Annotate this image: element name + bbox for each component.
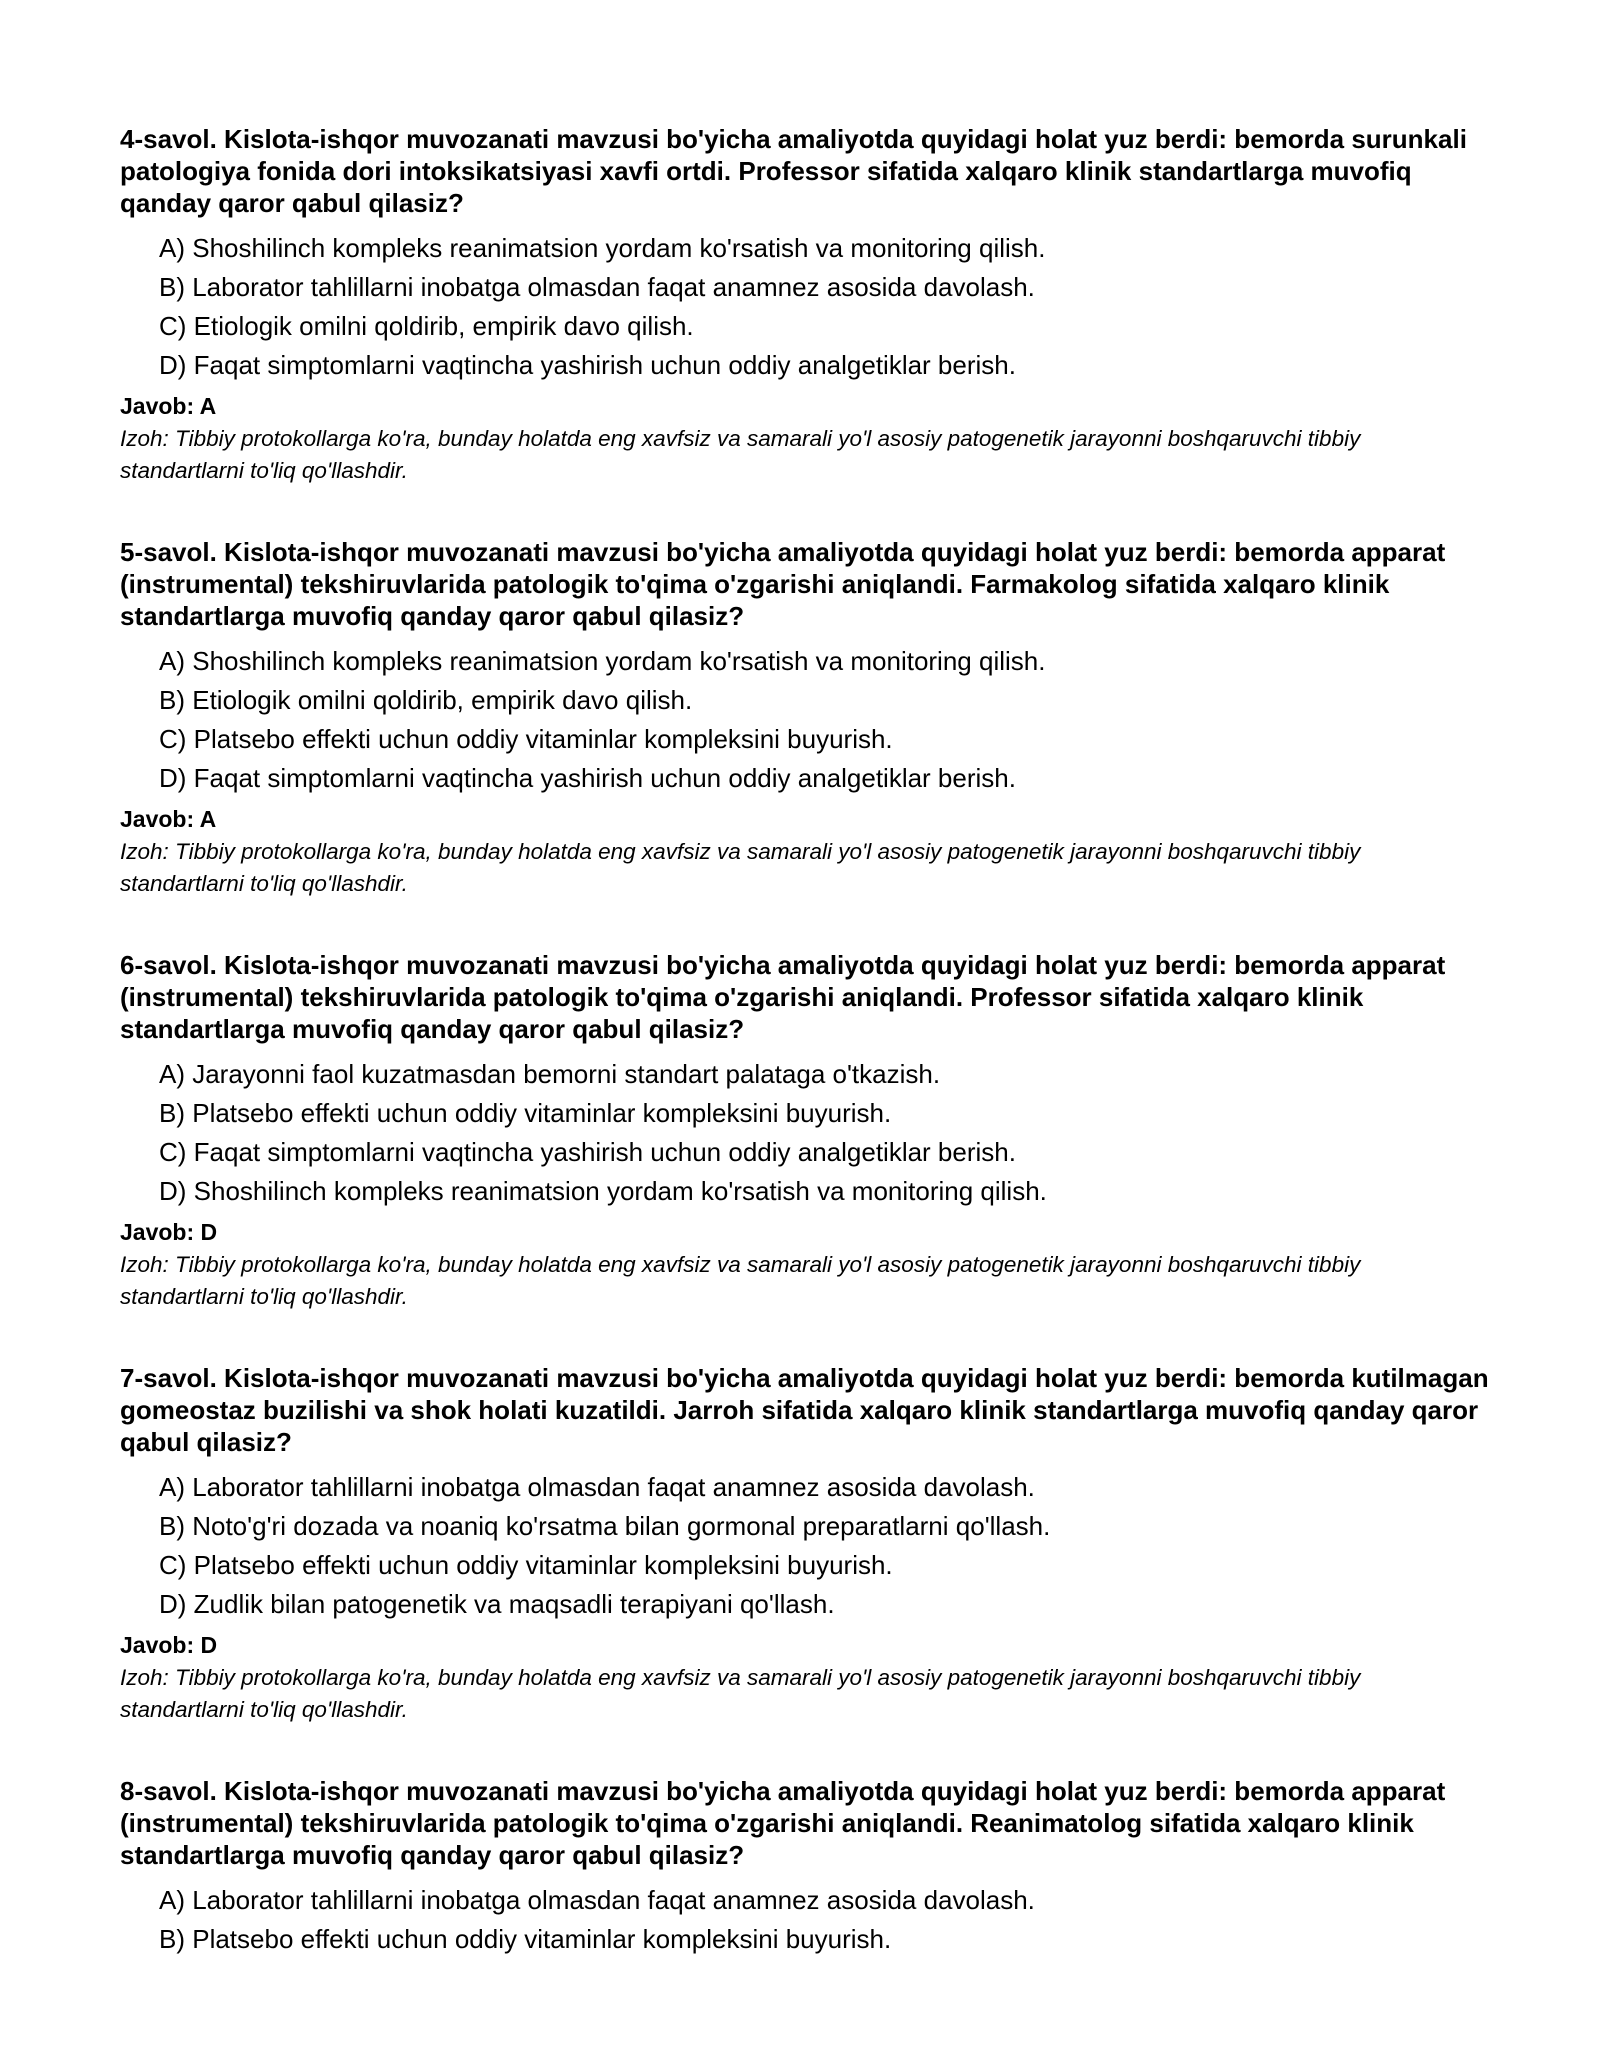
option-a: A) Laborator tahlillarni inobatga olmasdan faqat anamnez asosida davolash. — [159, 1885, 1035, 1915]
question-title: 7-savol. Kislota-ishqor muvozanati mavzusi bo'yicha amaliyotda quyidagi holat yuz berdi: bemorda kutilmagan gomeostaz buzilishi va shok holati kuzatildi. Jarroh sifatida xalqaro klinik standartlarga muvofiq qanday qaror qabul qilasiz? — [120, 1363, 1489, 1457]
question-title: 5-savol. Kislota-ishqor muvozanati mavzusi bo'yicha amaliyotda quyidagi holat yuz berdi: bemorda apparat (instrumental) tekshiruvlarida patologik to'qima o'zgarishi aniqlandi. Farmakolog sifatida xalqaro klinik standartlarga muvofiq qanday qaror qabul qilasiz? — [120, 537, 1446, 631]
question-8 — [120, 1775, 1500, 1959]
option-b: B) Platsebo effekti uchun oddiy vitaminlar kompleksini buyurish. — [159, 1924, 892, 1954]
option-c: C) Faqat simptomlarni vaqtincha yashirish uchun oddiy analgetiklar berish. — [159, 1137, 1016, 1167]
option-d: D) Faqat simptomlarni vaqtincha yashirish uchun oddiy analgetiklar berish. — [159, 763, 1016, 793]
question-title: 6-savol. Kislota-ishqor muvozanati mavzusi bo'yicha amaliyotda quyidagi holat yuz berdi: bemorda apparat (instrumental) tekshiruvlarida patologik to'qima o'zgarishi aniqlandi. Professor sifatida xalqaro klinik standartlarga muvofiq qanday qaror qabul qilasiz? — [120, 950, 1446, 1044]
question-title: 8-savol. Kislota-ishqor muvozanati mavzusi bo'yicha amaliyotda quyidagi holat yuz berdi: bemorda apparat (instrumental) tekshiruvlarida patologik to'qima o'zgarishi aniqlandi. Reanimatolog sifatida xalqaro klinik standartlarga muvofiq qanday qaror qabul qilasiz? — [120, 1776, 1446, 1870]
answer: Javob: A — [120, 393, 217, 419]
option-a: A) Laborator tahlillarni inobatga olmasdan faqat anamnez asosida davolash. — [159, 1472, 1035, 1502]
option-a: A) Jarayonni faol kuzatmasdan bemorni standart palataga o'tkazish. — [159, 1059, 941, 1089]
question-7 — [120, 1362, 1500, 1726]
option-list — [120, 229, 1500, 385]
option-a: A) Shoshilinch kompleks reanimatsion yordam ko'rsatish va monitoring qilish. — [159, 646, 1046, 676]
option-d: D) Zudlik bilan patogenetik va maqsadli terapiyani qo'llash. — [159, 1589, 835, 1619]
explanation: Izoh: Tibbiy protokollarga ko'ra, bunday holatda eng xavfsiz va samarali yo'l asosiy patogenetik jarayonni boshqaruvchi tibbiy standartlarni to'liq qo'llashdir. — [120, 1665, 1361, 1722]
option-b: B) Laborator tahlillarni inobatga olmasdan faqat anamnez asosida davolash. — [159, 272, 1035, 302]
question-6 — [120, 949, 1500, 1313]
option-a: A) Shoshilinch kompleks reanimatsion yordam ko'rsatish va monitoring qilish. — [159, 233, 1046, 263]
option-c: C) Etiologik omilni qoldirib, empirik davo qilish. — [159, 311, 694, 341]
explanation: Izoh: Tibbiy protokollarga ko'ra, bunday holatda eng xavfsiz va samarali yo'l asosiy patogenetik jarayonni boshqaruvchi tibbiy standartlarni to'liq qo'llashdir. — [120, 1252, 1361, 1309]
answer: Javob: D — [120, 1219, 218, 1245]
explanation: Izoh: Tibbiy protokollarga ko'ra, bunday holatda eng xavfsiz va samarali yo'l asosiy patogenetik jarayonni boshqaruvchi tibbiy standartlarni to'liq qo'llashdir. — [120, 839, 1361, 896]
option-b: B) Etiologik omilni qoldirib, empirik davo qilish. — [159, 685, 693, 715]
option-d: D) Shoshilinch kompleks reanimatsion yordam ko'rsatish va monitoring qilish. — [159, 1176, 1047, 1206]
option-list — [120, 1468, 1500, 1624]
answer: Javob: D — [120, 1632, 218, 1658]
option-b: B) Platsebo effekti uchun oddiy vitaminlar kompleksini buyurish. — [159, 1098, 892, 1128]
question-5 — [120, 536, 1500, 900]
question-title: 4-savol. Kislota-ishqor muvozanati mavzusi bo'yicha amaliyotda quyidagi holat yuz berdi: bemorda surunkali patologiya fonida dori intoksikatsiyasi xavfi ortdi. Professor sifatida xalqaro klinik standartlarga muvofiq qanday qaror qabul qilasiz? — [120, 124, 1467, 218]
document-page — [120, 123, 1500, 2008]
option-d: D) Faqat simptomlarni vaqtincha yashirish uchun oddiy analgetiklar berish. — [159, 350, 1016, 380]
answer: Javob: A — [120, 806, 217, 832]
option-list — [120, 1055, 1500, 1211]
option-c: C) Platsebo effekti uchun oddiy vitaminlar kompleksini buyurish. — [159, 1550, 893, 1580]
option-b: B) Noto'g'ri dozada va noaniq ko'rsatma bilan gormonal preparatlarni qo'llash. — [159, 1511, 1051, 1541]
option-list — [120, 642, 1500, 798]
question-4 — [120, 123, 1500, 487]
option-list — [120, 1881, 1500, 1959]
option-c: C) Platsebo effekti uchun oddiy vitaminlar kompleksini buyurish. — [159, 724, 893, 754]
explanation: Izoh: Tibbiy protokollarga ko'ra, bunday holatda eng xavfsiz va samarali yo'l asosiy patogenetik jarayonni boshqaruvchi tibbiy standartlarni to'liq qo'llashdir. — [120, 426, 1361, 483]
